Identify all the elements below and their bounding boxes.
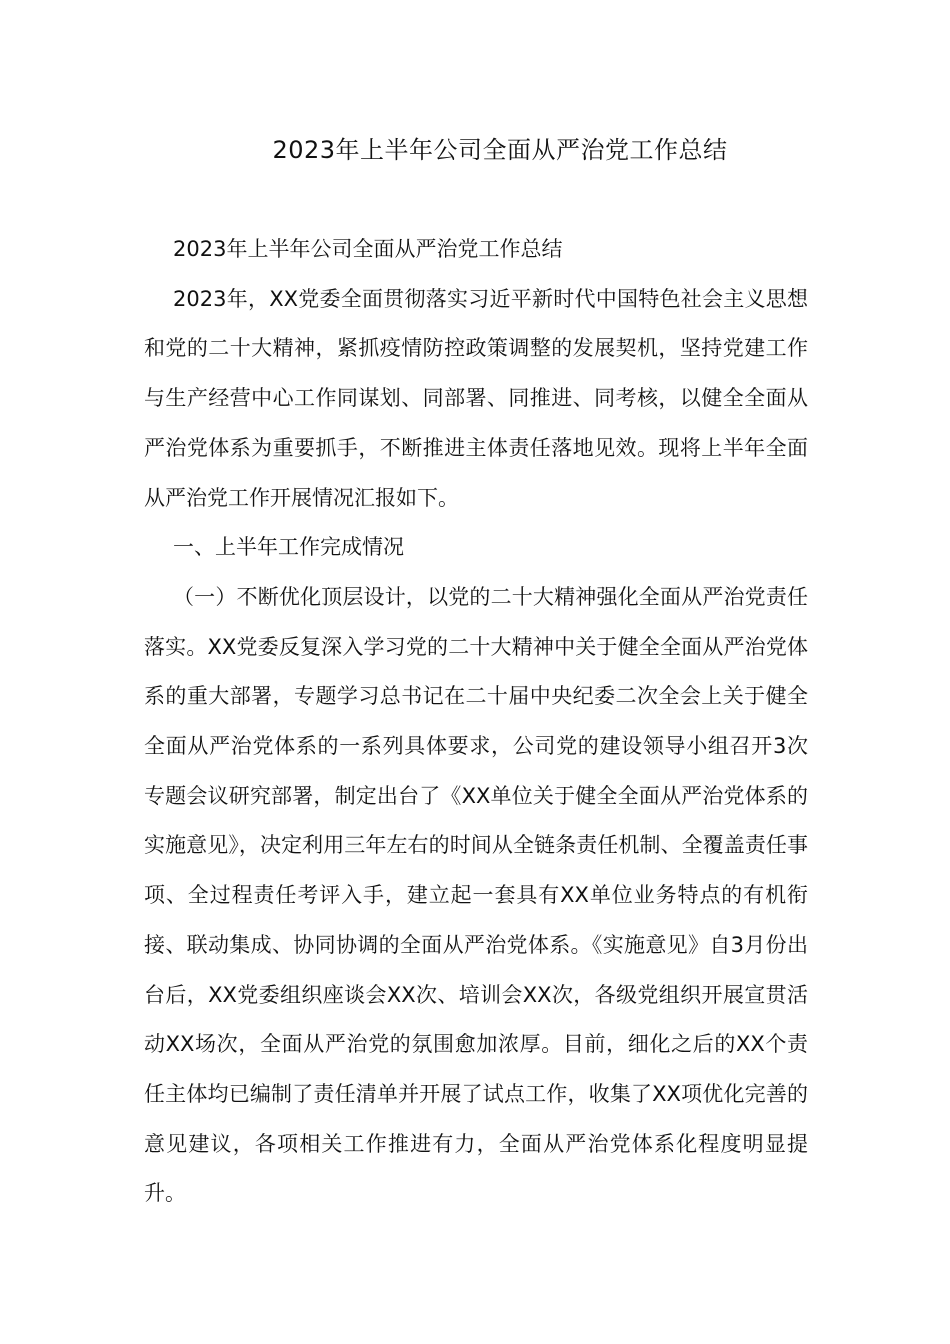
subtitle-paragraph: 2023年上半年公司全面从严治党工作总结 (173, 237, 563, 261)
subsection-paragraph: （一）不断优化顶层设计，以党的二十大精神强化全面从严治党责任落实。XX党委反复深入学习党的二十大精神中关于健全全面从严治党体系的重大部署，专题学习总书记在二十届中央纪委二次全会上关于健全全面从严治党体系的一系列具体要求，公司党的建设领导小组召开3次专题会议研究部署，制定出台了《XX单位关于健全全面从严治党体系的实施意见》，决定利用三年左右的时间从全链条责任机制、全覆盖责任事项、全过程责任考评入手，建立起一套具有XX单位业务特点的有机衔接、联动集成、协同协调的全面从严治党体系。《实施意见》自3月份出台后，XX党委组织座谈会XX次、培训会XX次，各级党组织开展宣贯活动XX场次，全面从严治党的氛围愈加浓厚。目前，细化之后的XX个责任主体均已编制了责任清单并开展了试点工作，收集了XX项优化完善的意见建议，各项相关工作推进有力，全面从严治党体系化程度明显提升。 (144, 584, 808, 1206)
document-title: 2023年上半年公司全面从严治党工作总结 (272, 136, 728, 164)
document-body (144, 225, 808, 1219)
intro-paragraph: 2023年，XX党委全面贯彻落实习近平新时代中国特色社会主义思想和党的二十大精神，紧抓疫情防控政策调整的发展契机，坚持党建工作与生产经营中心工作同谋划、同部署、同推进、同考核，以健全全面从严治党体系为重要抓手，不断推进主体责任落地见效。现将上半年全面从严治党工作开展情况汇报如下。 (144, 286, 808, 510)
section-heading: 一、上半年工作完成情况 (173, 535, 404, 560)
